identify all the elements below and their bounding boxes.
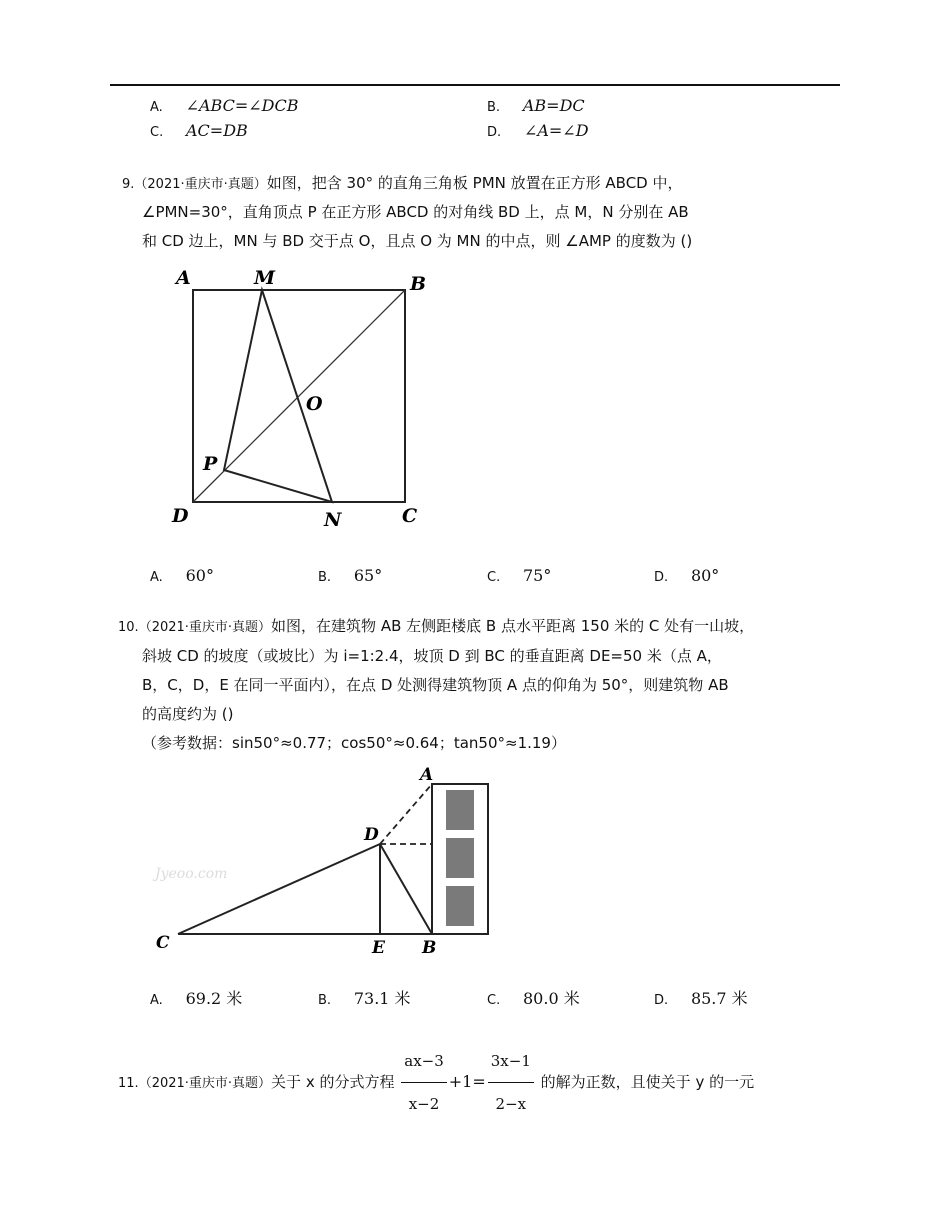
q9-option-b[interactable] — [318, 566, 382, 588]
option-text: AB=DC — [522, 96, 585, 115]
question-number: 11. — [118, 1076, 139, 1091]
watermark: Jyeoo.com — [155, 866, 228, 882]
option-value: 65° — [353, 566, 383, 585]
label-d: D — [172, 505, 189, 527]
question-source: （2021·重庆市·真题） — [138, 620, 272, 635]
option-value: 85.7 米 — [690, 989, 748, 1008]
fraction-right-denominator: 2−x — [495, 1095, 527, 1113]
label-n: N — [324, 509, 342, 531]
fraction-right — [488, 1040, 534, 1125]
label-o: O — [306, 393, 323, 415]
question-source: （2021·重庆市·真题） — [134, 177, 267, 192]
fraction-left-numerator: ax−3 — [401, 1040, 447, 1083]
option-label: A. — [150, 570, 163, 585]
q8-option-b[interactable] — [487, 96, 585, 118]
option-value: 80.0 米 — [523, 989, 580, 1008]
option-value: 69.2 米 — [185, 989, 243, 1008]
label-p: P — [203, 453, 218, 475]
label-a: A — [420, 765, 434, 785]
question-text-line-1: 如图，在建筑物 AB 左侧距楼底 B 点水平距离 150 米的 C 处有一山坡， — [271, 617, 755, 635]
question-number: 10. — [118, 620, 139, 635]
option-label: C. — [487, 570, 501, 585]
question-text-before: 关于 x 的分式方程 — [271, 1073, 395, 1091]
q8-option-c[interactable] — [150, 121, 248, 143]
q11-header — [118, 1040, 754, 1125]
label-b: B — [422, 938, 437, 958]
question-text-after: 的解为正数，且使关于 y 的一元 — [540, 1073, 755, 1091]
q9-text-line-2: ∠PMN=30°，直角顶点 P 在正方形 ABCD 的对角线 BD 上，点 M，N 分别在 AB — [142, 203, 689, 221]
q10-text-line-2: 斜坡 CD 的坡度（或坡比）为 i=1:2.4，坡顶 D 到 BC 的垂直距离 DE=50 米（点 A， — [142, 647, 722, 665]
option-label: C. — [150, 125, 164, 140]
fraction-right-numerator: 3x−1 — [488, 1040, 534, 1083]
q10-text-line-4: 的高度约为 () — [142, 705, 234, 723]
fraction-left-denominator: x−2 — [408, 1095, 440, 1113]
segment-db — [380, 844, 432, 934]
label-b: B — [410, 273, 427, 295]
label-e: E — [372, 938, 385, 958]
q9-option-c[interactable] — [487, 566, 551, 588]
option-label: D. — [654, 993, 669, 1008]
building-window-3 — [446, 886, 474, 926]
label-a: A — [176, 267, 191, 289]
q10-figure — [150, 760, 500, 960]
option-value: 60° — [185, 566, 214, 585]
option-label: C. — [487, 993, 501, 1008]
option-label: D. — [654, 570, 669, 585]
option-value: 80° — [690, 566, 720, 585]
q8-option-a[interactable] — [150, 96, 298, 118]
option-label: A. — [150, 100, 163, 115]
option-label: D. — [487, 125, 502, 140]
label-c: C — [156, 933, 170, 953]
option-text: ∠A=∠D — [523, 121, 589, 140]
option-text: AC=DB — [186, 121, 248, 140]
q9-option-a[interactable] — [150, 566, 214, 588]
option-label: A. — [150, 993, 163, 1008]
q8-option-d[interactable] — [487, 121, 589, 143]
elevation-line-da — [380, 784, 432, 844]
question-source: （2021·重庆市·真题） — [138, 1076, 272, 1091]
q10-option-a[interactable] — [150, 989, 242, 1011]
q9-text-line-3: 和 CD 边上，MN 与 BD 交于点 O，且点 O 为 MN 的中点，则 ∠AMP 的度数为 () — [142, 232, 693, 250]
option-text: ∠ABC=∠DCB — [185, 96, 299, 115]
q9-figure — [160, 260, 440, 535]
building-window-2 — [446, 838, 474, 878]
q10-header — [118, 615, 754, 639]
option-value: 73.1 米 — [353, 989, 411, 1008]
q10-option-c[interactable] — [487, 989, 580, 1011]
option-value: 75° — [523, 566, 552, 585]
q10-text-line-3: B，C，D，E 在同一平面内），在点 D 处测得建筑物顶 A 点的仰角为 50°，则建筑物 AB — [142, 676, 729, 694]
option-label: B. — [487, 100, 501, 115]
label-c: C — [402, 505, 418, 527]
option-label: B. — [318, 993, 332, 1008]
header-rule — [110, 84, 840, 86]
slope-cd — [178, 844, 380, 934]
q10-option-b[interactable] — [318, 989, 411, 1011]
plus-one-equals: +1= — [448, 1072, 486, 1091]
q9-header — [122, 172, 682, 196]
building-window-1 — [446, 790, 474, 830]
label-d: D — [364, 825, 379, 845]
question-text-line-1: 如图，把含 30° 的直角三角板 PMN 放置在正方形 ABCD 中， — [266, 174, 683, 192]
option-label: B. — [318, 570, 332, 585]
fraction-left — [401, 1040, 447, 1125]
q9-option-d[interactable] — [654, 566, 719, 588]
label-m: M — [254, 267, 276, 289]
question-number: 9. — [122, 177, 135, 192]
q10-option-d[interactable] — [654, 989, 748, 1011]
q10-reference-data: （参考数据：sin50°≈0.77；cos50°≈0.64；tan50°≈1.19） — [142, 734, 566, 752]
